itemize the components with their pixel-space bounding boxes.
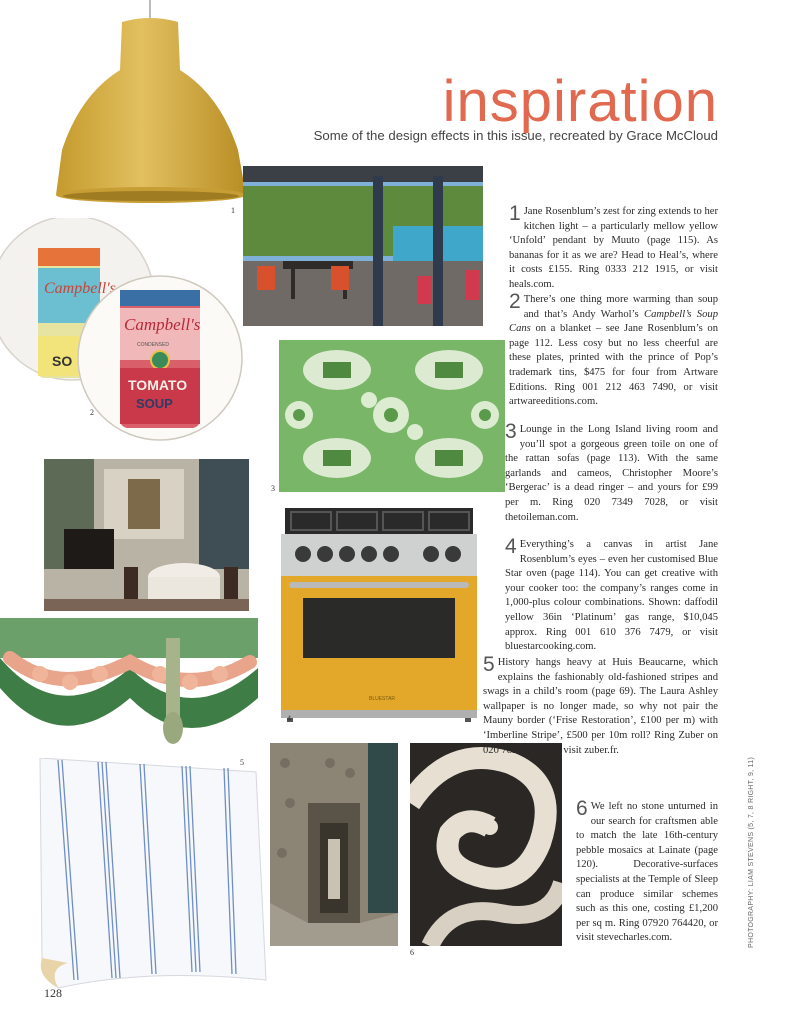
swag-border-image (0, 618, 258, 758)
bluestar-oven-image (281, 508, 477, 722)
item-text: Jane Rosenblum’s zest for zing extends to her kitchen light – a particularly mellow yellow ‘Unfold’ pendant by Muuto (page 115). As bananas for it as we are? Head to Heal’s, where it costs £155. Ring 0333 212 1915, or visit heals.com. (509, 206, 718, 290)
campbell-plates-image (0, 218, 245, 448)
item-text: There’s one thing more warming than soup and that’s Andy Warhol’s (523, 294, 718, 320)
item-2 (509, 290, 718, 410)
item-text: We left no stone unturned in our search for craftsmen able to match the late 16th-century pebble mosaics at Lainate (page 120). Decorative-surfaces specialists at the Temple of Sleep can produce similar schemes such as this one, costing £1,200 per sq m. Ring 07920 764420, or visit stevecharles.com. (576, 801, 718, 944)
corridor-photo (270, 743, 398, 946)
item-number: 5 (483, 653, 495, 676)
page-subtitle: Some of the design effects in this issue, recreated by Grace McCloud (313, 128, 718, 143)
item-number: 6 (576, 797, 588, 820)
page-number: 128 (44, 986, 62, 1000)
figure-number: 2 (90, 408, 94, 417)
figure-number: 1 (231, 206, 235, 215)
item-number: 2 (509, 290, 521, 313)
pebble-mosaic-image (410, 743, 562, 946)
stripe-wallpaper-image (28, 758, 268, 990)
item-number: 1 (509, 202, 521, 225)
front-can-brand: Campbell's (124, 315, 201, 334)
item-number: 3 (505, 420, 517, 443)
photo-credit-text: PHOTOGRAPHY: LIAM STEVENS (5, 7, 8 RIGHT, 9, 11) (748, 756, 755, 948)
figure-number: 3 (271, 484, 275, 493)
item-text: Everything’s a canvas in artist Jane Rosenblum’s eyes – even her customised Blue Star oven (page 114). You can get creative with your cooker too: the company’s ranges come in 1,000-plus colour combinations. Shown: daffodil yellow 36in ‘Platinum’ gas range, $10,045 approx. Ring 001 610 376 7479, or visit bluestarcooking.com. (505, 539, 718, 653)
item-text-italic: Campbell’s Soup Cans (509, 308, 718, 335)
item-text: on a blanket – see Jane Rosenblum’s on page 112. Less cosy but no less cheerful are these plates, printed with the prince of Pop’s trademark tins, $475 for four from Artware Editions. Ring 001 212 463 7490, or visit artwareeditions.com. (509, 323, 718, 408)
porch-photo (243, 166, 483, 326)
front-can-condensed: CONDENSED (137, 342, 169, 348)
back-can-soup: SO (52, 353, 73, 369)
item-4 (505, 535, 718, 655)
item-text: History hangs heavy at Huis Beaucarne, which explains the fashionably old-fashioned stripes and swags in a child’s room (page 69). The Laura Ashley wallpaper is no longer made, so why not pair the Mauny border (‘Frise Restoration’, £100 per m) with ‘Imberline Stripe’, £500 per 10m roll? Ring Zuber on 020 7824 8265, or visit zuber.fr. (483, 657, 718, 756)
item-1 (509, 202, 718, 293)
front-can-tomato: TOMATO (128, 377, 188, 393)
item-3 (505, 420, 718, 525)
back-can-brand: Campbell's (44, 280, 116, 297)
photo-credit (748, 738, 760, 948)
figure-number: 4 (287, 714, 291, 723)
item-text: Lounge in the Long Island living room and you’ll spot a gorgeous green toile on one of the rattan sofas (page 113). With the same garlands and cameos, Christopher Moore’s ‘Bergerac’ is a dead ringer – and yours for £99 per m. Ring 020 7349 7028, or visit thetoileman.com. (505, 424, 718, 523)
item-5 (483, 653, 718, 758)
green-toile-image (279, 340, 505, 492)
front-can-soup: SOUP (136, 396, 173, 411)
oven-badge: BLUESTAR (369, 696, 396, 702)
figure-number: 6 (410, 948, 414, 957)
page-title: inspiration (442, 69, 718, 134)
dining-room-photo (44, 459, 249, 611)
item-number: 4 (505, 535, 517, 558)
figure-number: 5 (240, 758, 244, 767)
item-6 (576, 797, 718, 946)
pendant-lamp-image (50, 0, 250, 205)
